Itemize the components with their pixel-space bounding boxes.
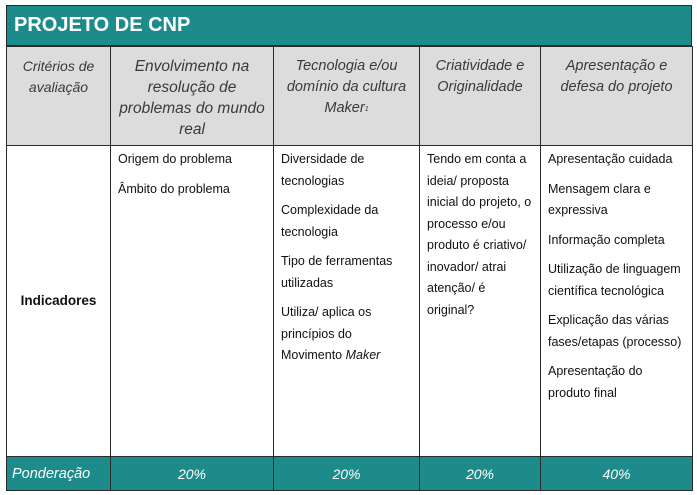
indicators-technology — [274, 146, 420, 457]
list-item: Âmbito do problema — [118, 181, 230, 196]
header-creativity: Criatividade e Originalidade — [420, 47, 541, 146]
list-item: Mensagem clara e expressiva — [548, 181, 651, 217]
list-item: Utiliza/ aplica os princípios do Movimento Maker — [281, 305, 381, 362]
header-technology: Tecnologia e/ou domínio da cultura Maker$^1$ — [274, 47, 420, 146]
header-real-world: Envolvimento na resolução de problemas do mundo real — [111, 47, 274, 146]
indicators-row — [7, 146, 693, 457]
document-title: PROJETO DE CNP — [6, 5, 692, 46]
indicators-label: Indicadores — [7, 146, 111, 457]
indicators-real-world — [111, 146, 274, 457]
list-item: Diversidade de tecnologias — [281, 152, 365, 188]
weight-presentation: 40% — [541, 457, 693, 491]
list-item: Utilização de linguagem científica tecnológica — [548, 262, 681, 298]
weighting-label: Ponderação — [7, 457, 111, 491]
list-item: Tendo em conta a ideia/ proposta inicial do projeto, o processo e/ou produto é criativo/ inovador/ atrai atenção/ é original? — [427, 152, 532, 317]
list-item: Complexidade da tecnologia — [281, 203, 379, 239]
weight-creativity: 20% — [420, 457, 541, 491]
indicators-presentation — [541, 146, 693, 457]
weight-real-world: 20% — [111, 457, 274, 491]
list-item: Explicação das várias fases/etapas (processo) — [548, 313, 682, 349]
weight-technology: 20% — [274, 457, 420, 491]
weighting-row — [7, 457, 693, 491]
header-presentation: Apresentação e defesa do projeto — [541, 47, 693, 146]
list-item: Tipo de ferramentas utilizadas — [281, 254, 393, 290]
list-item: Origem do problema — [118, 152, 232, 166]
list-item: Apresentação cuidada — [548, 152, 673, 166]
criteria-header: Critérios de avaliação — [7, 47, 111, 146]
header-row — [7, 47, 693, 146]
list-item: Informação completa — [548, 232, 665, 247]
list-item: Apresentação do produto final — [548, 364, 643, 400]
evaluation-rubric — [6, 5, 692, 490]
rubric-table — [6, 46, 693, 491]
indicators-creativity — [420, 146, 541, 457]
